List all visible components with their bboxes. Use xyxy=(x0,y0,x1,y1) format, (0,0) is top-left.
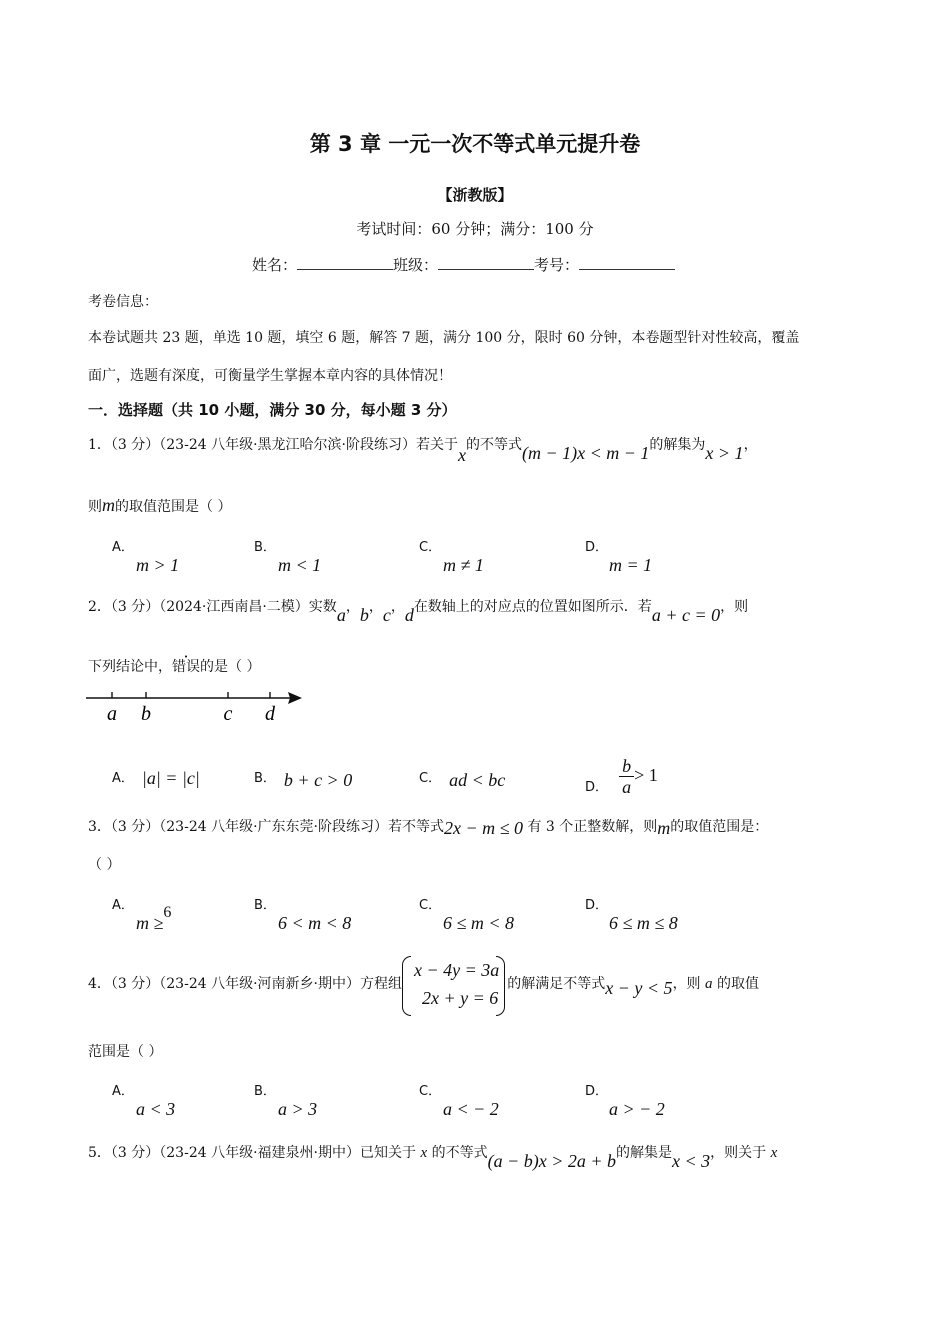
class-field[interactable] xyxy=(438,255,534,270)
option-letter: D． xyxy=(585,898,609,913)
option-c[interactable] xyxy=(419,1080,499,1120)
option-letter: D． xyxy=(585,1084,609,1099)
equation-system xyxy=(402,956,499,1012)
option-letter: B． xyxy=(254,771,276,786)
question-number: 3． xyxy=(88,819,111,835)
axis-arrow xyxy=(288,692,302,704)
option-letter: C． xyxy=(419,771,442,786)
option-math: 6 ≤ m < 8 xyxy=(443,913,515,933)
option-c[interactable] xyxy=(419,766,506,790)
class-label: 班级： xyxy=(393,256,439,274)
question-5-end: ，则关于 xyxy=(710,1145,771,1161)
inequality: x − y < 5 xyxy=(605,978,673,998)
emphasis-wrong: 错误 xyxy=(172,659,200,675)
question-4-pre: （3 分）（23-24 八年级·河南新乡·期中）方程组 xyxy=(110,976,402,992)
tick-label-c: c xyxy=(223,703,233,725)
option-math: m > 1 xyxy=(136,555,180,575)
id-field[interactable] xyxy=(579,255,675,270)
option-letter: A． xyxy=(112,898,134,913)
var-d: d xyxy=(404,605,414,625)
option-d[interactable] xyxy=(585,894,678,934)
var-c: c xyxy=(382,605,391,625)
student-info-line xyxy=(252,254,675,275)
question-4-end-a: ，则 xyxy=(672,976,706,992)
name-label: 姓名： xyxy=(252,256,298,274)
option-math: b + c > 0 xyxy=(283,770,353,790)
separator: ， xyxy=(368,599,383,615)
page-title: 第 3 章 一元一次不等式单元提升卷 xyxy=(309,132,641,156)
question-1-end: ， xyxy=(743,437,758,453)
question-2-line2 xyxy=(88,656,260,676)
option-c[interactable] xyxy=(419,536,484,576)
tick-label-a: a xyxy=(107,703,117,725)
number-line-figure xyxy=(84,686,314,732)
option-sup: 6 xyxy=(163,904,172,921)
var-m: m xyxy=(657,818,671,838)
option-letter: D． xyxy=(585,780,609,795)
option-c[interactable] xyxy=(419,894,514,934)
fraction-rest: > 1 xyxy=(634,765,658,785)
question-2-text xyxy=(88,595,749,625)
option-letter: A． xyxy=(112,1084,134,1099)
question-3-pre: （3 分）（23-24 八年级·广东东莞·阶段练习）若不等式 xyxy=(110,819,444,835)
equation-2: 2x + y = 6 xyxy=(422,988,499,1008)
option-letter: A． xyxy=(112,540,134,555)
var-m: m xyxy=(102,495,115,515)
option-math: |a| = |c| xyxy=(141,768,200,788)
option-a[interactable] xyxy=(112,894,171,934)
question-number: 5． xyxy=(88,1145,111,1161)
q1-line2-post: 的取值范围是（ ） xyxy=(115,499,232,515)
option-math: 6 ≤ m ≤ 8 xyxy=(609,913,678,933)
question-1-mid1: 的不等式 xyxy=(466,437,522,453)
question-4-text xyxy=(88,956,759,1022)
question-1-line2 xyxy=(88,495,231,516)
option-math: m ≥ xyxy=(136,913,164,933)
id-label: 考号： xyxy=(534,256,580,274)
option-letter: B． xyxy=(254,1084,276,1099)
option-math: ad < bc xyxy=(449,770,506,790)
option-b[interactable] xyxy=(254,766,353,790)
inequality: (a − b)x > 2a + b xyxy=(487,1151,616,1171)
question-1-pre: （3 分）（23-24 八年级·黑龙江哈尔滨·阶段练习）若关于 xyxy=(110,437,458,453)
question-number: 4． xyxy=(88,976,111,992)
var-a: a xyxy=(705,976,713,992)
var-a: a xyxy=(336,605,346,625)
option-d[interactable] xyxy=(585,1080,665,1120)
option-math: 6 < m < 8 xyxy=(278,913,352,933)
question-5-pre: （3 分）（23-24 八年级·福建泉州·期中）已知关于 xyxy=(110,1145,421,1161)
option-math: m < 1 xyxy=(278,555,322,575)
option-letter: A． xyxy=(112,771,134,786)
option-letter: C． xyxy=(419,898,442,913)
option-letter: B． xyxy=(254,898,276,913)
fraction xyxy=(619,756,634,797)
tick-label-b: b xyxy=(141,703,151,725)
fraction-numerator: b xyxy=(619,756,634,777)
question-2-end: ，则 xyxy=(720,599,749,615)
option-math: a > 3 xyxy=(278,1099,318,1119)
question-5-mid2: 的解集是 xyxy=(616,1145,672,1161)
option-b[interactable] xyxy=(254,536,321,576)
question-2-mid: 在数轴上的对应点的位置如图所示．若 xyxy=(413,599,652,615)
question-number: 2． xyxy=(88,599,111,615)
inequality: (m − 1)x < m − 1 xyxy=(522,443,650,463)
solution-set: x > 1 xyxy=(705,443,744,463)
option-d[interactable] xyxy=(585,536,652,576)
question-number: 1． xyxy=(88,437,111,453)
var-b: b xyxy=(359,605,369,625)
name-field[interactable] xyxy=(297,255,393,270)
notice-line-2: 面广，选题有深度，可衡量学生掌握本章内容的具体情况！ xyxy=(88,368,452,384)
option-d[interactable] xyxy=(585,756,658,797)
separator: ， xyxy=(345,599,360,615)
edition-label: 【浙教版】 xyxy=(437,186,513,204)
solution-set: x < 3 xyxy=(672,1151,711,1171)
option-b[interactable] xyxy=(254,1080,317,1120)
option-a[interactable] xyxy=(112,766,200,787)
question-3-end: 的取值范围是： xyxy=(670,819,769,835)
option-a[interactable] xyxy=(112,1080,175,1120)
question-3-mid: 有 3 个正整数解，则 xyxy=(523,819,658,835)
condition: a + c = 0 xyxy=(651,605,721,625)
option-letter: D． xyxy=(585,540,609,555)
question-4-end-b: 的取值 xyxy=(712,976,759,992)
question-4-line2: 范围是（ ） xyxy=(88,1044,163,1060)
var-x: x xyxy=(458,445,466,465)
option-math: m ≠ 1 xyxy=(443,555,484,575)
q2-line2-b: 的是（ ） xyxy=(200,659,261,675)
option-letter: C． xyxy=(419,540,442,555)
option-math: a < 3 xyxy=(136,1099,176,1119)
option-math: a > − 2 xyxy=(609,1099,665,1119)
question-2-pre: （3 分）（2024·江西南昌·二模）实数 xyxy=(110,599,337,615)
notice-label: 考卷信息： xyxy=(88,294,158,310)
var-x: x xyxy=(420,1145,428,1161)
inequality: 2x − m ≤ 0 xyxy=(444,818,524,838)
option-b[interactable] xyxy=(254,894,351,934)
question-1-text xyxy=(88,433,758,467)
left-brace xyxy=(402,956,411,1016)
section-title: 一．选择题（共 10 小题，满分 30 分，每小题 3 分） xyxy=(88,401,457,419)
notice-line-1: 本卷试题共 23 题，单选 10 题，填空 6 题，解答 7 题，满分 100 分，限时 60 分钟，本卷题型针对性较高，覆盖 xyxy=(88,330,800,346)
q2-line2-a: 下列结论中， xyxy=(88,659,172,675)
separator: ， xyxy=(390,599,405,615)
option-a[interactable] xyxy=(112,536,179,576)
question-5-text xyxy=(88,1141,778,1171)
question-1-mid2: 的解集为 xyxy=(649,437,706,453)
q1-line2-pre: 则 xyxy=(88,499,102,515)
option-letter: B． xyxy=(254,540,276,555)
option-math: m = 1 xyxy=(609,555,653,575)
question-5-mid1: 的不等式 xyxy=(427,1145,488,1161)
exam-info: 考试时间：60 分钟；满分：100 分 xyxy=(356,220,594,238)
option-math: a < − 2 xyxy=(443,1099,499,1119)
tick-label-d: d xyxy=(265,703,275,725)
question-4-mid: 的解满足不等式 xyxy=(507,976,606,992)
question-3-text xyxy=(88,815,768,836)
fraction-denominator: a xyxy=(622,777,632,797)
option-letter: C． xyxy=(419,1084,442,1099)
question-3-line2: （ ） xyxy=(88,857,121,873)
equation-1: x − 4y = 3a xyxy=(414,960,500,980)
var-x-end: x xyxy=(770,1145,778,1161)
right-brace xyxy=(496,956,505,1016)
